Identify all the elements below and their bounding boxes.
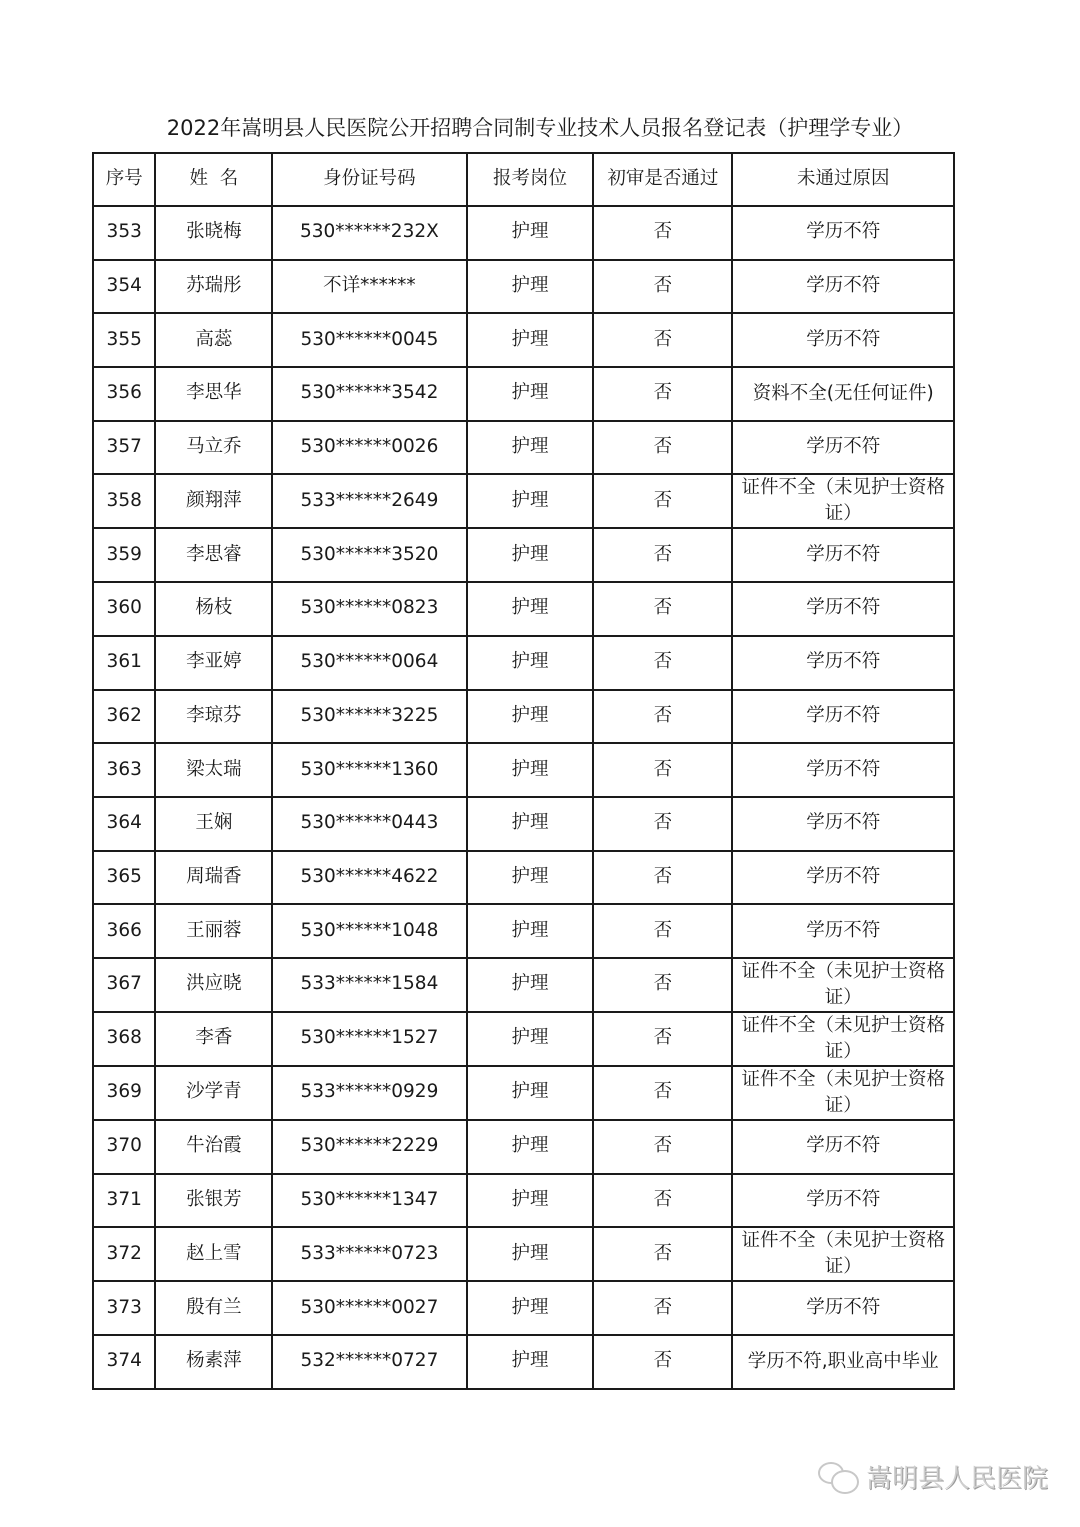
watermark <box>818 1458 1048 1495</box>
reason-cell: 学历不符 <box>732 421 954 475</box>
post-cell: 护理 <box>467 367 594 421</box>
table-row <box>93 1227 954 1281</box>
post-cell: 护理 <box>467 260 594 314</box>
post-cell: 护理 <box>467 1335 594 1389</box>
serial-cell: 374 <box>93 1335 155 1389</box>
id-number-cell: 533******2649 <box>272 474 466 528</box>
table-row <box>93 528 954 582</box>
passed-cell: 否 <box>593 797 732 851</box>
table-row <box>93 904 954 958</box>
post-cell: 护理 <box>467 636 594 690</box>
table-row <box>93 1281 954 1335</box>
passed-cell: 否 <box>593 1066 732 1120</box>
passed-cell: 否 <box>593 904 732 958</box>
name-cell: 李香 <box>155 1012 272 1066</box>
reason-cell: 学历不符 <box>732 851 954 905</box>
reason-cell: 学历不符 <box>732 260 954 314</box>
serial-cell: 364 <box>93 797 155 851</box>
id-number-cell: 530******0026 <box>272 421 466 475</box>
passed-cell: 否 <box>593 260 732 314</box>
name-cell: 苏瑞彤 <box>155 260 272 314</box>
passed-cell: 否 <box>593 474 732 528</box>
name-cell: 颜翔萍 <box>155 474 272 528</box>
header-id-number: 身份证号码 <box>272 153 466 206</box>
post-cell: 护理 <box>467 528 594 582</box>
table-row <box>93 367 954 421</box>
reason-cell: 资料不全(无任何证件) <box>732 367 954 421</box>
name-cell: 王娴 <box>155 797 272 851</box>
name-cell: 李亚婷 <box>155 636 272 690</box>
table-row <box>93 636 954 690</box>
id-number-cell: 530******0064 <box>272 636 466 690</box>
reason-cell: 证件不全（未见护士资格证） <box>732 1012 954 1066</box>
post-cell: 护理 <box>467 1227 594 1281</box>
passed-cell: 否 <box>593 1012 732 1066</box>
post-cell: 护理 <box>467 690 594 744</box>
table-row <box>93 206 954 260</box>
passed-cell: 否 <box>593 313 732 367</box>
id-number-cell: 530******0823 <box>272 582 466 636</box>
name-cell: 牛治霞 <box>155 1120 272 1174</box>
header-reason: 未通过原因 <box>732 153 954 206</box>
name-cell: 沙学青 <box>155 1066 272 1120</box>
serial-cell: 354 <box>93 260 155 314</box>
passed-cell: 否 <box>593 1335 732 1389</box>
reason-cell: 学历不符 <box>732 313 954 367</box>
id-number-cell: 不详****** <box>272 260 466 314</box>
table-row <box>93 421 954 475</box>
post-cell: 护理 <box>467 313 594 367</box>
serial-cell: 372 <box>93 1227 155 1281</box>
reason-cell: 学历不符 <box>732 743 954 797</box>
post-cell: 护理 <box>467 1120 594 1174</box>
document-title: 2022年嵩明县人民医院公开招聘合同制专业技术人员报名登记表（护理学专业） <box>166 116 914 140</box>
header-name: 姓 名 <box>155 153 272 206</box>
passed-cell: 否 <box>593 206 732 260</box>
serial-cell: 361 <box>93 636 155 690</box>
table-row <box>93 958 954 1012</box>
id-number-cell: 530******3225 <box>272 690 466 744</box>
post-cell: 护理 <box>467 474 594 528</box>
reason-cell: 学历不符 <box>732 528 954 582</box>
table-row <box>93 690 954 744</box>
post-cell: 护理 <box>467 1012 594 1066</box>
name-cell: 王丽蓉 <box>155 904 272 958</box>
post-cell: 护理 <box>467 582 594 636</box>
serial-cell: 356 <box>93 367 155 421</box>
passed-cell: 否 <box>593 636 732 690</box>
header-passed: 初审是否通过 <box>593 153 732 206</box>
reason-cell: 学历不符 <box>732 797 954 851</box>
reason-cell: 证件不全（未见护士资格证） <box>732 1066 954 1120</box>
post-cell: 护理 <box>467 206 594 260</box>
id-number-cell: 530******0027 <box>272 1281 466 1335</box>
passed-cell: 否 <box>593 690 732 744</box>
passed-cell: 否 <box>593 582 732 636</box>
serial-cell: 363 <box>93 743 155 797</box>
table-header-row <box>93 153 954 206</box>
table-row <box>93 1174 954 1228</box>
serial-cell: 371 <box>93 1174 155 1228</box>
reason-cell: 学历不符 <box>732 904 954 958</box>
table-row <box>93 851 954 905</box>
name-cell: 李琼芬 <box>155 690 272 744</box>
post-cell: 护理 <box>467 1066 594 1120</box>
registration-table <box>92 152 955 1390</box>
post-cell: 护理 <box>467 904 594 958</box>
id-number-cell: 530******1347 <box>272 1174 466 1228</box>
name-cell: 周瑞香 <box>155 851 272 905</box>
id-number-cell: 530******0045 <box>272 313 466 367</box>
reason-cell: 证件不全（未见护士资格证） <box>732 1227 954 1281</box>
post-cell: 护理 <box>467 1174 594 1228</box>
serial-cell: 359 <box>93 528 155 582</box>
name-cell: 杨枝 <box>155 582 272 636</box>
table-row <box>93 743 954 797</box>
table-row <box>93 1066 954 1120</box>
post-cell: 护理 <box>467 1281 594 1335</box>
post-cell: 护理 <box>467 851 594 905</box>
passed-cell: 否 <box>593 1281 732 1335</box>
serial-cell: 358 <box>93 474 155 528</box>
passed-cell: 否 <box>593 743 732 797</box>
table-row <box>93 260 954 314</box>
id-number-cell: 530******1360 <box>272 743 466 797</box>
serial-cell: 360 <box>93 582 155 636</box>
table-row <box>93 1012 954 1066</box>
table-row <box>93 313 954 367</box>
reason-cell: 学历不符 <box>732 1120 954 1174</box>
reason-cell: 学历不符 <box>732 206 954 260</box>
post-cell: 护理 <box>467 958 594 1012</box>
reason-cell: 证件不全（未见护士资格证） <box>732 474 954 528</box>
reason-cell: 学历不符 <box>732 636 954 690</box>
reason-cell: 证件不全（未见护士资格证） <box>732 958 954 1012</box>
name-cell: 张晓梅 <box>155 206 272 260</box>
table-row <box>93 1335 954 1389</box>
passed-cell: 否 <box>593 1174 732 1228</box>
id-number-cell: 533******0723 <box>272 1227 466 1281</box>
name-cell: 马立乔 <box>155 421 272 475</box>
serial-cell: 362 <box>93 690 155 744</box>
name-cell: 李思睿 <box>155 528 272 582</box>
id-number-cell: 530******2229 <box>272 1120 466 1174</box>
id-number-cell: 533******1584 <box>272 958 466 1012</box>
passed-cell: 否 <box>593 367 732 421</box>
reason-cell: 学历不符 <box>732 690 954 744</box>
name-cell: 李思华 <box>155 367 272 421</box>
id-number-cell: 530******3542 <box>272 367 466 421</box>
serial-cell: 369 <box>93 1066 155 1120</box>
serial-cell: 367 <box>93 958 155 1012</box>
id-number-cell: 530******1527 <box>272 1012 466 1066</box>
post-cell: 护理 <box>467 743 594 797</box>
passed-cell: 否 <box>593 958 732 1012</box>
post-cell: 护理 <box>467 797 594 851</box>
reason-cell: 学历不符 <box>732 1174 954 1228</box>
name-cell: 赵上雪 <box>155 1227 272 1281</box>
serial-cell: 370 <box>93 1120 155 1174</box>
table-row <box>93 1120 954 1174</box>
id-number-cell: 530******1048 <box>272 904 466 958</box>
name-cell: 张银芳 <box>155 1174 272 1228</box>
name-cell: 杨素萍 <box>155 1335 272 1389</box>
reason-cell: 学历不符,职业高中毕业 <box>732 1335 954 1389</box>
serial-cell: 366 <box>93 904 155 958</box>
table-row <box>93 474 954 528</box>
name-cell: 殷有兰 <box>155 1281 272 1335</box>
passed-cell: 否 <box>593 851 732 905</box>
reason-cell: 学历不符 <box>732 1281 954 1335</box>
serial-cell: 357 <box>93 421 155 475</box>
serial-cell: 368 <box>93 1012 155 1066</box>
serial-cell: 365 <box>93 851 155 905</box>
serial-cell: 373 <box>93 1281 155 1335</box>
wechat-icon <box>818 1462 858 1492</box>
passed-cell: 否 <box>593 1120 732 1174</box>
header-post: 报考岗位 <box>467 153 594 206</box>
serial-cell: 355 <box>93 313 155 367</box>
id-number-cell: 530******0443 <box>272 797 466 851</box>
id-number-cell: 530******232X <box>272 206 466 260</box>
reason-cell: 学历不符 <box>732 582 954 636</box>
id-number-cell: 530******4622 <box>272 851 466 905</box>
passed-cell: 否 <box>593 421 732 475</box>
id-number-cell: 530******3520 <box>272 528 466 582</box>
passed-cell: 否 <box>593 528 732 582</box>
header-serial: 序号 <box>93 153 155 206</box>
name-cell: 洪应晓 <box>155 958 272 1012</box>
passed-cell: 否 <box>593 1227 732 1281</box>
id-number-cell: 533******0929 <box>272 1066 466 1120</box>
watermark-text: 嵩明县人民医院 <box>866 1464 1049 1494</box>
name-cell: 梁太瑞 <box>155 743 272 797</box>
name-cell: 高蕊 <box>155 313 272 367</box>
table-row <box>93 582 954 636</box>
id-number-cell: 532******0727 <box>272 1335 466 1389</box>
serial-cell: 353 <box>93 206 155 260</box>
table-row <box>93 797 954 851</box>
post-cell: 护理 <box>467 421 594 475</box>
